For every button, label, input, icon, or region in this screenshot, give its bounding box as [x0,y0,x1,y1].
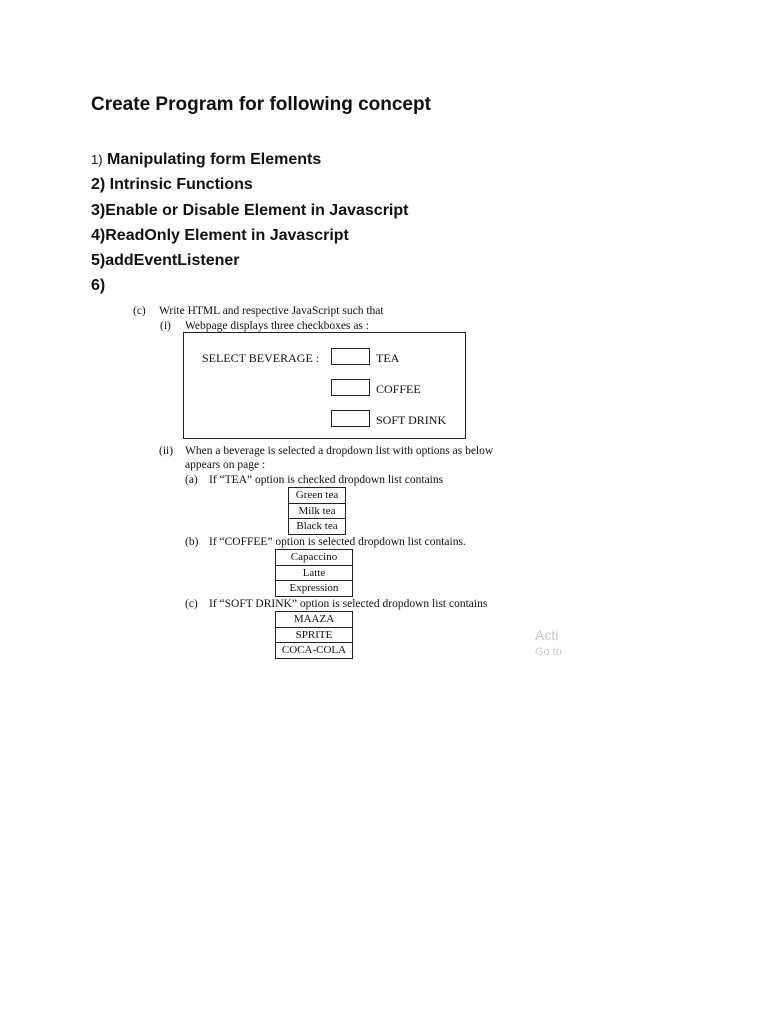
question-intro: Write HTML and respective JavaScript such that [159,305,384,317]
case-a-text: If “TEA” option is checked dropdown list contains [209,474,444,486]
tea-label: TEA [376,351,400,365]
list-option: Latte [276,565,353,581]
page-title: Create Program for following concept [91,94,431,115]
part1-label: (i) [160,320,171,332]
list-option: SPRITE [276,627,353,643]
list-option: Expression [276,581,353,597]
coffee-dropdown-list [275,549,353,597]
soft-drink-label: SOFT DRINK [376,413,447,427]
list-item-number: 5) [91,252,106,269]
list-option: Black tea [289,519,346,535]
beverage-panel [183,332,466,439]
list-item-number: 1) [91,152,103,167]
part2-text-line2: appears on page : [185,459,266,471]
list-option: Milk tea [289,503,346,519]
list-item [91,202,408,220]
case-c-text: If “SOFT DRINK” option is selected dropdown list contains [209,598,488,610]
part1-text: Webpage displays three checkboxes as : [185,320,369,332]
case-b-text: If “COFFEE” option is selected dropdown list contains. [209,536,466,548]
list-option: Green tea [289,488,346,504]
list-item-text: ReadOnly Element in Javascript [105,227,349,244]
list-option: Capaccino [276,550,353,566]
list-item-number: 6) [91,277,106,294]
case-a-label: (a) [185,474,198,486]
tea-checkbox[interactable] [331,348,370,365]
list-item [91,277,105,295]
list-item-text: Intrinsic Functions [105,176,253,193]
list-item-number: 2) [91,176,106,193]
part2-text-line1: When a beverage is selected a dropdown list with options as below [185,445,494,457]
list-item [91,252,240,270]
coffee-checkbox[interactable] [331,379,370,396]
tea-dropdown-list [288,487,346,535]
list-item [91,176,253,194]
list-item [91,227,349,245]
part2-label: (ii) [159,445,174,457]
soft-drink-dropdown-list [275,611,353,659]
activation-watermark-line2: Go to [535,646,562,658]
list-item [91,151,321,169]
list-item-text: Manipulating form Elements [102,151,322,168]
activation-watermark-line1: Acti [535,627,559,643]
list-item-text: addEventListener [105,252,240,269]
list-item-text: Enable or Disable Element in Javascript [105,202,409,219]
question-label: (c) [133,305,146,317]
list-option: COCA-COLA [276,643,353,659]
coffee-label: COFFEE [376,382,421,396]
select-beverage-label: SELECT BEVERAGE : [202,351,320,365]
case-b-label: (b) [185,536,199,548]
case-c-label: (c) [185,598,198,610]
list-item-number: 4) [91,227,106,244]
soft-drink-checkbox[interactable] [331,410,370,427]
list-option: MAAZA [276,612,353,628]
list-item-number: 3) [91,202,106,219]
